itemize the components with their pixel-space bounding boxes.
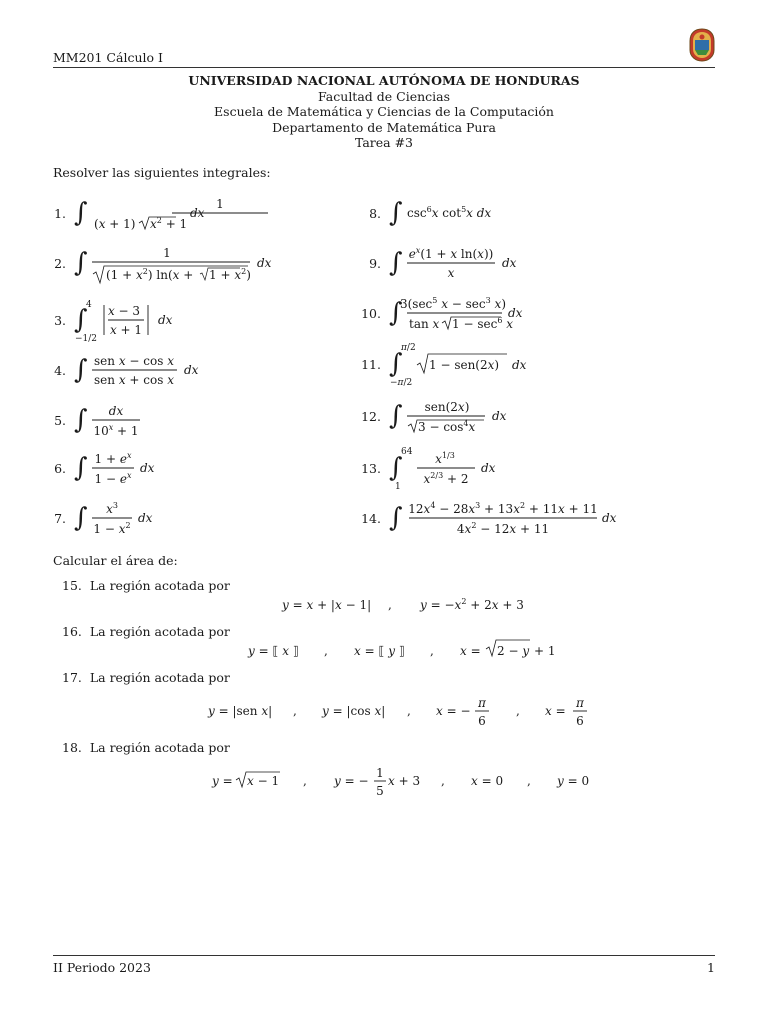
integral-expression <box>72 240 302 286</box>
svg-text:6: 6 <box>576 714 584 728</box>
differential: dx <box>140 461 155 475</box>
svg-text:,: , <box>527 774 531 788</box>
item-number: 14. <box>361 510 381 526</box>
denominator: $(1 + x^2)$ ln(x + <box>106 267 194 282</box>
upper-limit: π/2 <box>401 343 416 353</box>
integrand: 1 − sen(2x) <box>429 358 500 372</box>
item-number: 3. <box>54 312 66 328</box>
integral-item-5 <box>40 397 242 443</box>
integrand: $\csc^6x$ $\cot^5x$ dx <box>407 205 492 220</box>
integral-expression <box>387 341 587 387</box>
upper-limit: 4 <box>86 300 92 310</box>
svg-text:y = −x2 + 2x + 3: $y = -x^2 + 2x + 3$ <box>420 597 524 612</box>
region-equations-16 <box>240 636 580 666</box>
denominator: (x + 1) <box>94 217 136 231</box>
region-item-16 <box>62 624 230 639</box>
svg-text:+ 1: + 1 <box>534 644 556 658</box>
university-seal-icon <box>689 28 715 62</box>
numerator: 1 <box>216 197 224 211</box>
svg-text:y = 0: y = 0 <box>557 774 590 788</box>
numerator: $e^x(1 + x$ ln(x)) <box>408 246 494 261</box>
svg-text:x − 1: x − 1 <box>247 774 280 788</box>
integral-expression <box>72 190 242 236</box>
integral-item-10 <box>355 290 587 336</box>
item-number: 13. <box>361 460 381 476</box>
svg-text:x =: x = <box>545 704 566 718</box>
integral-sign: ∫ <box>74 405 88 435</box>
school-name: Escuela de Matemática y Ciencias de la Computación <box>214 104 554 119</box>
numerator: $3(\sec^5$ $x - \sec^3 x$) <box>399 296 507 311</box>
integral-expression <box>387 393 557 439</box>
svg-text:,: , <box>441 774 445 788</box>
region-label: La región acotada por <box>89 578 230 593</box>
integral-sign: ∫ <box>74 248 88 278</box>
item-number: 10. <box>361 305 381 321</box>
item-number: 16. <box>62 624 82 639</box>
item-number: 4. <box>54 362 66 378</box>
svg-text:,: , <box>324 644 328 658</box>
integral-item-13 <box>355 445 557 491</box>
integral-sign: ∫ <box>74 453 88 483</box>
svg-text:2 − y: 2 − y <box>497 644 530 658</box>
numerator: sen x − cos x <box>94 354 174 368</box>
item-number: 6. <box>54 460 66 476</box>
svg-text:1 − sec6 x: $1 - \sec^6 x$ <box>452 316 513 331</box>
item-number: 7. <box>54 510 66 526</box>
svg-text:x = ⟦ y ⟧: x = ⟦ y ⟧ <box>354 644 405 658</box>
svg-text:π: π <box>478 696 486 710</box>
svg-text:y = ⟦ x ⟧: y = ⟦ x ⟧ <box>248 644 299 658</box>
integral-item-8 <box>355 190 557 236</box>
lower-limit: −π/2 <box>390 378 413 388</box>
numerator: 1 <box>163 246 171 260</box>
region-item-18 <box>62 740 230 755</box>
numerator: $x^{1/3}$ <box>435 451 455 466</box>
svg-text:1 + x2): $1 + x^2$) <box>209 267 251 282</box>
integral-expression <box>387 445 557 491</box>
integral-sign: ∫ <box>389 401 403 431</box>
integral-sign: ∫ <box>389 349 403 379</box>
svg-text:y = x + |x − 1|: y = x + |x − 1| <box>282 598 372 612</box>
title-block <box>53 73 715 151</box>
item-number: 8. <box>369 205 381 221</box>
svg-text:y = |sen x|: y = |sen x| <box>208 704 273 718</box>
integral-expression <box>72 495 242 541</box>
numerator: sen(2x) <box>424 400 470 414</box>
faculty-name: Facultad de Ciencias <box>317 88 451 104</box>
item-number: 18. <box>62 740 82 755</box>
lower-limit: 1 <box>395 482 401 492</box>
differential: dx <box>512 358 527 372</box>
differential: dx <box>602 511 617 525</box>
item-number: 12. <box>361 408 381 424</box>
area-instruction: Calcular el área de: <box>53 553 178 568</box>
page-number: 1 <box>707 960 715 975</box>
svg-text:6: 6 <box>478 714 486 728</box>
integral-expression <box>387 495 647 541</box>
item-number: 5. <box>54 412 66 428</box>
integral-item-4 <box>40 347 242 393</box>
integral-item-14 <box>355 495 647 541</box>
integrals-instruction: Resolver las siguientes integrales: <box>53 165 271 180</box>
assignment-title: Tarea #3 <box>354 135 414 150</box>
upper-limit: 64 <box>401 447 413 457</box>
region-equations-17 <box>200 692 600 732</box>
differential: dx <box>481 461 496 475</box>
svg-text:5: 5 <box>376 784 384 798</box>
integral-item-7 <box>40 495 242 541</box>
differential: dx <box>492 409 507 423</box>
denominator: tan x <box>409 317 440 331</box>
svg-text:1: 1 <box>376 766 384 780</box>
integral-sign: ∫ <box>389 248 403 278</box>
footer-period: II Periodo 2023 <box>53 960 151 975</box>
integral-sign: ∫ <box>389 503 403 533</box>
svg-text:,: , <box>293 704 297 718</box>
integral-sign: ∫ <box>74 198 88 228</box>
denominator: $3 - \cos^4x$ <box>418 419 476 434</box>
department-name: Departamento de Matemática Pura <box>272 119 496 135</box>
integral-expression <box>387 240 557 286</box>
region-equations-18 <box>200 762 600 802</box>
integral-sign: ∫ <box>74 305 88 335</box>
course-title: MM201 Cálculo I <box>53 50 163 65</box>
integral-sign: ∫ <box>74 355 88 385</box>
svg-text:,: , <box>516 704 520 718</box>
differential: dx <box>257 256 272 270</box>
svg-text:x =: x = <box>460 644 481 658</box>
integral-expression <box>387 190 557 236</box>
differential: dx <box>158 313 173 327</box>
integral-sign: ∫ <box>389 298 403 328</box>
svg-text:,: , <box>303 774 307 788</box>
numerator: $1 + e^x$ <box>94 451 132 466</box>
integral-expression <box>72 397 242 443</box>
integral-item-3 <box>40 297 242 343</box>
region-item-15 <box>62 578 230 593</box>
region-label: La región acotada por <box>89 624 230 639</box>
integral-item-6 <box>40 445 242 491</box>
numerator: dx <box>108 404 124 418</box>
svg-text:x + 3: x + 3 <box>388 774 421 788</box>
integral-sign: ∫ <box>74 503 88 533</box>
svg-text:y = |cos x|: y = |cos x| <box>322 704 386 718</box>
svg-text:,: , <box>407 704 411 718</box>
svg-text:x = 0: x = 0 <box>471 774 504 788</box>
denominator: $1 - x^2$ <box>93 521 131 536</box>
svg-text:,: , <box>430 644 434 658</box>
svg-text:y = −: y = − <box>334 774 369 788</box>
numerator: $12x^4 - 28x^3 + 13x^2 + 11x + 11$ <box>408 501 598 516</box>
header-rule <box>53 67 715 68</box>
integral-sign: ∫ <box>389 453 403 483</box>
item-number: 17. <box>62 670 82 685</box>
integral-sign: ∫ <box>389 198 403 228</box>
svg-text:x = −: x = − <box>436 704 471 718</box>
integral-expression <box>387 290 587 336</box>
region-label: La región acotada por <box>89 670 230 685</box>
item-number: 11. <box>361 356 381 372</box>
numerator: x − 3 <box>107 304 141 318</box>
differential: dx <box>508 306 523 320</box>
integral-expression <box>72 445 242 491</box>
denominator: $10^x + 1$ <box>93 423 139 438</box>
integral-item-9 <box>355 240 557 286</box>
denominator: x <box>447 266 455 280</box>
svg-text:,: , <box>388 598 392 612</box>
item-number: 2. <box>54 255 66 271</box>
integral-expression <box>72 347 242 393</box>
denominator: sen x + cos x <box>94 373 174 387</box>
svg-text:y =: y = <box>212 774 233 788</box>
differential: dx <box>184 363 199 377</box>
integral-expression <box>72 297 242 343</box>
denominator: $4x^2 - 12x + 11$ <box>456 521 550 536</box>
denominator: $x^{2/3} + 2$ <box>423 471 469 486</box>
footer-rule <box>53 955 715 956</box>
region-label: La región acotada por <box>89 740 230 755</box>
denominator: x + 1 <box>109 323 143 337</box>
university-name: UNIVERSIDAD NACIONAL AUTÓNOMA DE HONDURAS <box>188 73 580 88</box>
item-number: 1. <box>54 205 66 221</box>
integral-item-12 <box>355 393 557 439</box>
integral-item-1 <box>40 190 242 236</box>
differential: dx <box>138 511 153 525</box>
lower-limit: −1/2 <box>75 334 98 344</box>
differential: dx <box>190 206 205 220</box>
denominator: $1 - e^x$ <box>94 471 132 486</box>
integral-item-2 <box>40 240 302 286</box>
region-item-17 <box>62 670 230 685</box>
numerator: $x^3$ <box>106 501 118 516</box>
svg-text:π: π <box>576 696 584 710</box>
differential: dx <box>502 256 517 270</box>
item-number: 15. <box>62 578 82 593</box>
item-number: 9. <box>369 255 381 271</box>
region-equations-15 <box>270 590 550 620</box>
integral-item-11 <box>355 341 587 387</box>
svg-text:x2 + 1: $x^2 + 1$ <box>150 216 188 231</box>
